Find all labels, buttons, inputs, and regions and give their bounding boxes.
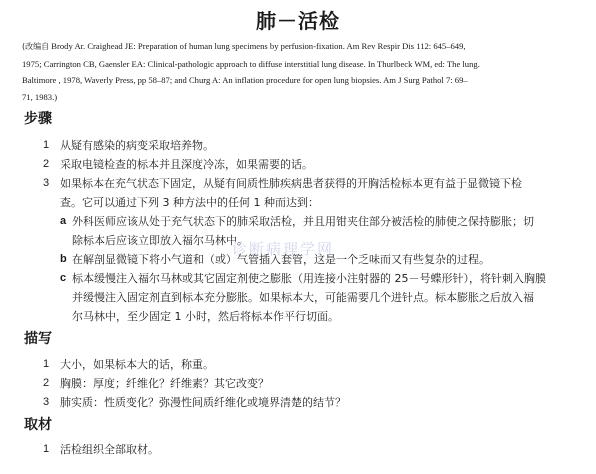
reference-line-2: 1975; Carrington CB, Gaensler EA: Clinical-pathologic approach to diffuse interstitial lung disease. In Thurlbeck WM, ed: The lung.: [22, 58, 480, 69]
reference-label: (改编自: [22, 42, 50, 51]
sub-item-a: a 外科医师应该从处于充气状态下的肺采取活检，并且用钳夹住部分被活检的肺使之保持膨胀；切 除标本后应该立即放入福尔马林中。: [60, 215, 534, 247]
list-item: 3 如果标本在充气状态下固定，从疑有间质性肺疾病患者获得的开胸活检标本更有益于显微镜下检 查。它可以通过下列 3 种方法中的任何 1 种而达到：: [43, 177, 522, 209]
sub-item-c: c 标本缓慢注入福尔马林或其它固定剂使之膨胀（用连接小注射器的 25－号蝶形针），将针刺入胸膜 并缓慢注入固定剂直到标本充分膨胀。如果标本大，可能需要几个进针点。标本膨胀之后放入福 尔马林中，至少固定 1 小时，然后将标本作平行切面。: [60, 272, 546, 323]
steps-heading: 步骤: [24, 111, 52, 127]
sub-item-b: b 在解剖显微镜下将小气道和（或）气管插入套管，这是一个乏味而又有些复杂的过程。: [60, 253, 490, 266]
watermark: 诊断病理学网: [232, 240, 335, 258]
reference-block: [22, 38, 578, 105]
reference-line-1: (改编自 Brody Ar. Craighead JE: Preparation of human lung specimens by perfusion-fixation. Am Rev Respir Dis 112: 645–649,: [22, 41, 466, 51]
list-item: 1 大小，如果标本大的话，称重。: [43, 358, 214, 371]
list-item: 2 胸膜：厚度；纤维化？纤维素？其它改变？: [43, 377, 269, 390]
list-item: 1 活检组织全部取材。: [43, 443, 159, 456]
list-item: 3 肺实质：性质变化？弥漫性间质纤维化或境界清楚的结节？: [43, 396, 346, 409]
reference-line-4: 71, 1983.): [22, 91, 58, 102]
list-item: 1 从疑有感染的病变采取培养物。: [43, 139, 214, 152]
list-item: 2 采取电镜检查的标本并且深度冷冻，如果需要的话。: [43, 158, 313, 171]
describe-heading: 描写: [24, 331, 52, 347]
reference-line-3: Baltimore , 1978, Waverly Press, pp 58–87; and Churg A: An inflation procedure for open lung biopsies. Am J Surg Pathol 7: 69–: [22, 75, 468, 85]
page-title: 肺－活检: [256, 9, 340, 33]
sampling-heading: 取材: [24, 417, 52, 433]
